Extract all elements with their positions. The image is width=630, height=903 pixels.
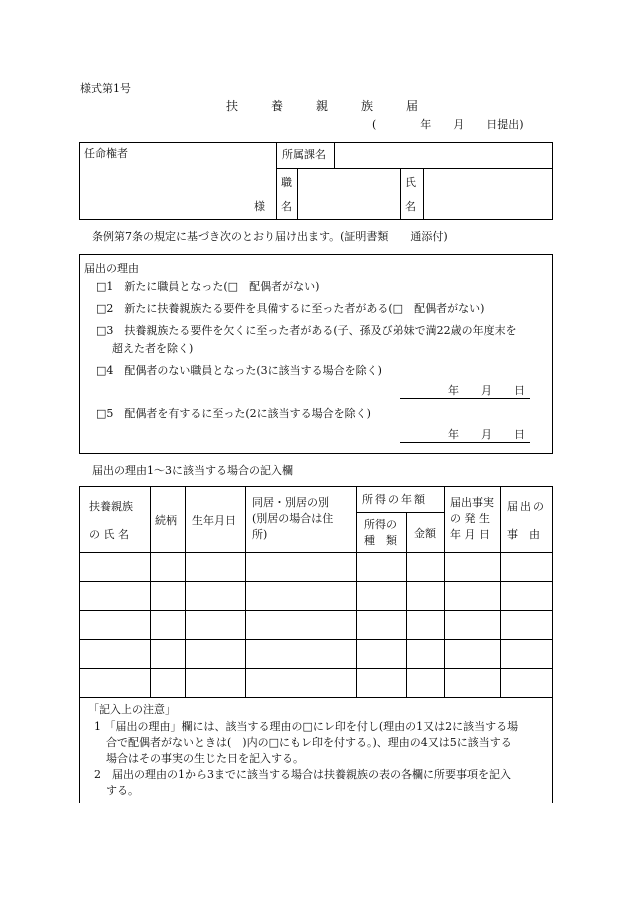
reason-item-4[interactable]: □4 配偶者のない職員となった(3に該当する場合を除く) <box>96 364 382 377</box>
reason-item-3[interactable]: □3 扶養親族たる要件を欠くに至った者がある(子、孫及び弟妹で満22歳の年度末を <box>96 324 517 337</box>
table-row[interactable] <box>80 640 552 667</box>
col-birth-header: 生年月日 <box>192 514 236 527</box>
notes-heading: 「記入上の注意」 <box>88 703 176 716</box>
table-row[interactable] <box>80 669 552 696</box>
col-relation-header: 続柄 <box>155 514 177 527</box>
col-reason-header: 事 由 <box>507 528 540 541</box>
col-income-type-header: 所得の <box>364 518 397 531</box>
submission-date: ( 年 月 日提出) <box>372 118 524 131</box>
form-title-char: 親 <box>316 99 329 113</box>
form-title-char: 養 <box>271 99 284 113</box>
dept-field[interactable] <box>335 143 551 167</box>
col-name-header: 扶養親族 <box>89 500 133 513</box>
col-residence-header: (別居の場合は住 <box>252 512 334 525</box>
col-fact-header: の 発 生 <box>450 512 490 525</box>
reason-4-date-line <box>400 398 530 399</box>
notes-line: 2 届出の理由の1から3までに該当する場合は扶養親族の表の各欄に所要事項を記入 <box>94 768 511 781</box>
reason-item-5[interactable]: □5 配偶者を有するに至った(2に該当する場合を除く) <box>96 407 371 420</box>
notes-line: 1 「届出の理由」欄には、該当する理由の□にレ印を付し(理由の1又は2に該当する場 <box>94 720 519 733</box>
reason-5-date: 年 月 日 <box>448 428 525 441</box>
table-row[interactable] <box>80 582 552 609</box>
col-residence-header: 所) <box>252 528 268 541</box>
statement-text: 条例第7条の規定に基づき次のとおり届け出ます。(証明書類 通添付) <box>92 230 448 243</box>
name-label: 氏 <box>405 176 416 189</box>
table-row[interactable] <box>80 611 552 638</box>
notes-line: 場合はその事実の生じた日を記入する。 <box>106 752 304 765</box>
name-field[interactable] <box>424 169 551 218</box>
form-number: 様式第1号 <box>80 82 131 95</box>
reason-item-1[interactable]: □1 新たに職員となった(□ 配偶者がない) <box>96 280 320 293</box>
notes-line: する。 <box>106 784 139 797</box>
col-income-type-header: 種 類 <box>364 534 397 547</box>
reason-item-3-cont: 超えた者を除く) <box>112 342 194 355</box>
col-income-header: 所得の年額 <box>362 493 427 506</box>
form-title-char: 届 <box>406 99 419 113</box>
position-field[interactable] <box>298 169 399 218</box>
dept-label: 所属課名 <box>282 148 326 161</box>
col-name-header: の 氏 名 <box>89 528 129 541</box>
col-reason-header: 届出の <box>507 500 546 513</box>
form-title-char: 族 <box>361 99 374 113</box>
table-row[interactable] <box>80 553 552 580</box>
notes-line: 合で配偶者がないときは( )内の□にもレ印を付する。)、理由の4又は5に該当する <box>106 736 512 749</box>
col-residence-header: 同居・別居の別 <box>252 496 329 509</box>
col-fact-header: 届出事実 <box>450 496 494 509</box>
reason-4-date: 年 月 日 <box>448 384 525 397</box>
position-label: 名 <box>281 200 292 213</box>
appointer-label: 任命権者 <box>84 147 128 160</box>
col-fact-header: 年 月 日 <box>450 528 490 541</box>
section2-title: 届出の理由1～3に該当する場合の記入欄 <box>92 464 293 477</box>
reasons-heading: 届出の理由 <box>84 262 139 275</box>
reason-5-date-line <box>400 442 530 443</box>
reason-item-2[interactable]: □2 新たに扶養親族たる要件を具備するに至った者がある(□ 配偶者がない) <box>96 302 485 315</box>
appointer-suffix: 様 <box>254 200 265 213</box>
col-income-amount-header: 金額 <box>414 527 436 540</box>
form-title-char: 扶 <box>226 99 239 113</box>
position-label: 職 <box>281 176 292 189</box>
name-label: 名 <box>405 200 416 213</box>
